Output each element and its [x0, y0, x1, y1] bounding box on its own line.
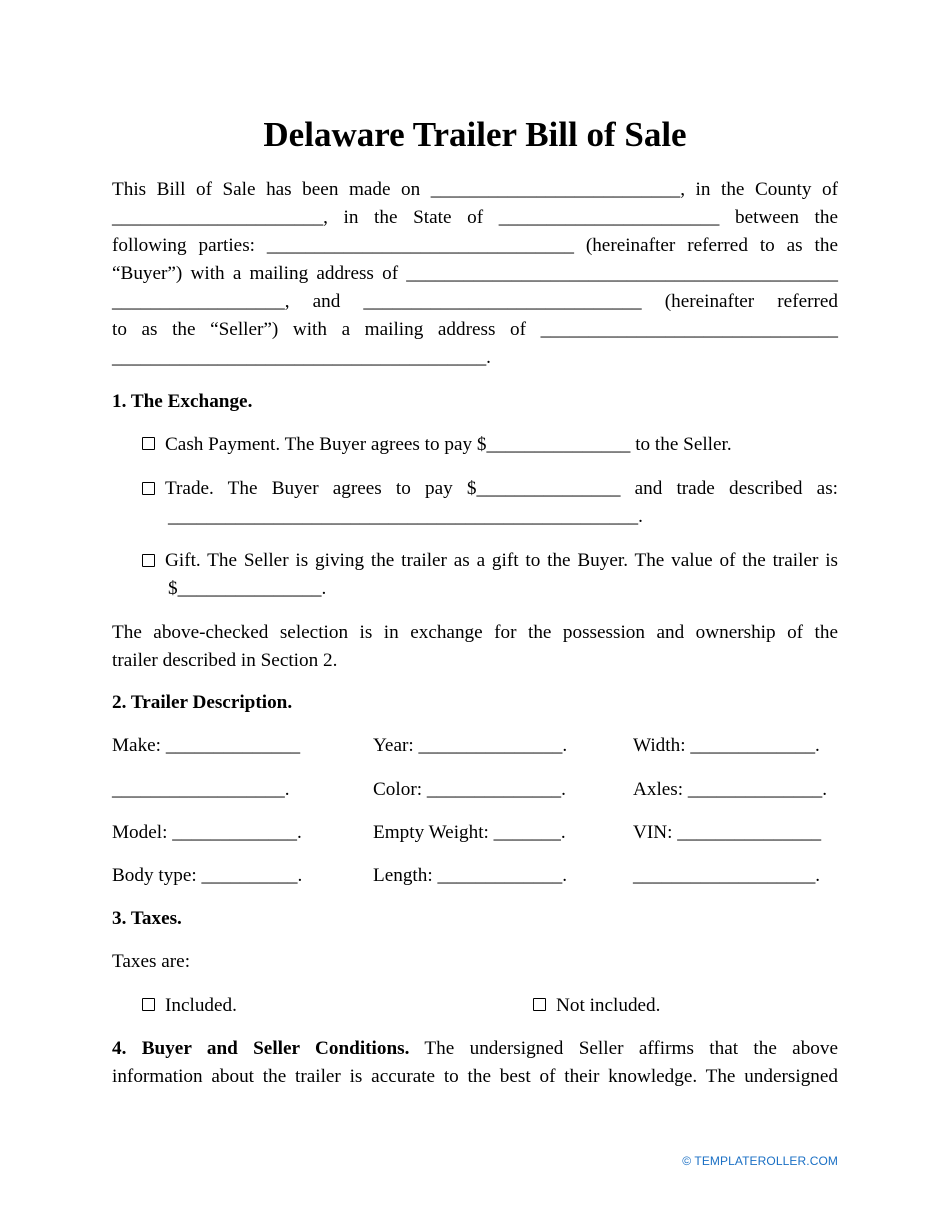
- make-continuation-field[interactable]: __________________.: [112, 779, 290, 800]
- intro-line: to as the “Seller”) with a mailing address of _______________________________: [112, 319, 838, 340]
- trade-description-line: _________________________________________________.: [168, 506, 643, 527]
- section-4-paragraph: [112, 1035, 838, 1091]
- color-field[interactable]: Color: ______________.: [373, 779, 566, 800]
- trade-option[interactable]: [142, 475, 838, 531]
- gift-option[interactable]: [142, 547, 838, 603]
- length-field[interactable]: Length: _____________.: [373, 865, 567, 886]
- section-3-heading: 3. Taxes.: [112, 908, 182, 929]
- templateroller-footer-link[interactable]: © TEMPLATEROLLER.COM: [682, 1154, 838, 1168]
- taxes-not-included-checkbox[interactable]: [533, 998, 546, 1011]
- section-2-heading: 2. Trailer Description.: [112, 692, 293, 713]
- trade-checkbox[interactable]: [142, 482, 155, 495]
- taxes-are-label: Taxes are:: [112, 951, 191, 972]
- intro-line: “Buyer”) with a mailing address of _____________________________________________: [112, 263, 838, 284]
- gift-checkbox[interactable]: [142, 554, 155, 567]
- section-4-line-rest: The undersigned Seller affirms that the above: [409, 1038, 839, 1059]
- intro-line: ______________________, in the State of _______________________ between the: [112, 207, 838, 228]
- exchange-closing-paragraph: [112, 619, 838, 675]
- gift-label: Gift. The Seller is giving the trailer as a gift to the Buyer. The value of the trailer is: [165, 550, 838, 571]
- model-field[interactable]: Model: _____________.: [112, 822, 302, 843]
- intro-paragraph: [112, 176, 838, 372]
- taxes-included-label: Included.: [165, 995, 237, 1016]
- section-4-heading: 4. Buyer and Seller Conditions.: [112, 1038, 410, 1059]
- trade-label: Trade. The Buyer agrees to pay $_______________ and trade described as:: [165, 478, 838, 499]
- intro-line: following parties: ________________________________ (hereinafter referred to as the: [112, 235, 838, 256]
- body-type-field[interactable]: Body type: __________.: [112, 865, 303, 886]
- make-field[interactable]: Make: ______________: [112, 735, 301, 756]
- intro-line: __________________, and _____________________________ (hereinafter referred: [112, 291, 838, 312]
- section-4-line: [112, 1035, 838, 1063]
- year-field[interactable]: Year: _______________.: [373, 735, 568, 756]
- width-field[interactable]: Width: _____________.: [633, 735, 820, 756]
- section-4-line: information about the trailer is accurate to the best of their knowledge. The undersigned: [112, 1066, 838, 1087]
- section-1-heading: 1. The Exchange.: [112, 391, 253, 412]
- closing-line: The above-checked selection is in exchange for the possession and ownership of the: [112, 622, 838, 643]
- taxes-not-included-label: Not included.: [556, 995, 661, 1016]
- vin-continuation-field[interactable]: ___________________.: [633, 865, 821, 886]
- intro-line: This Bill of Sale has been made on __________________________, in the County of: [112, 179, 838, 200]
- vin-field[interactable]: VIN: _______________: [633, 822, 822, 843]
- taxes-included-option[interactable]: [142, 992, 237, 1020]
- intro-line: _______________________________________.: [112, 347, 491, 368]
- taxes-not-included-option[interactable]: [533, 992, 660, 1020]
- cash-payment-label: Cash Payment. The Buyer agrees to pay $_______________ to the Seller.: [165, 434, 732, 455]
- taxes-included-checkbox[interactable]: [142, 998, 155, 1011]
- closing-line: trailer described in Section 2.: [112, 650, 338, 671]
- gift-value-line: $_______________.: [168, 578, 327, 599]
- cash-payment-option[interactable]: [142, 431, 838, 459]
- axles-field[interactable]: Axles: ______________.: [633, 779, 828, 800]
- empty-weight-field[interactable]: Empty Weight: _______.: [373, 822, 566, 843]
- document-title: Delaware Trailer Bill of Sale: [263, 115, 687, 154]
- cash-payment-checkbox[interactable]: [142, 437, 155, 450]
